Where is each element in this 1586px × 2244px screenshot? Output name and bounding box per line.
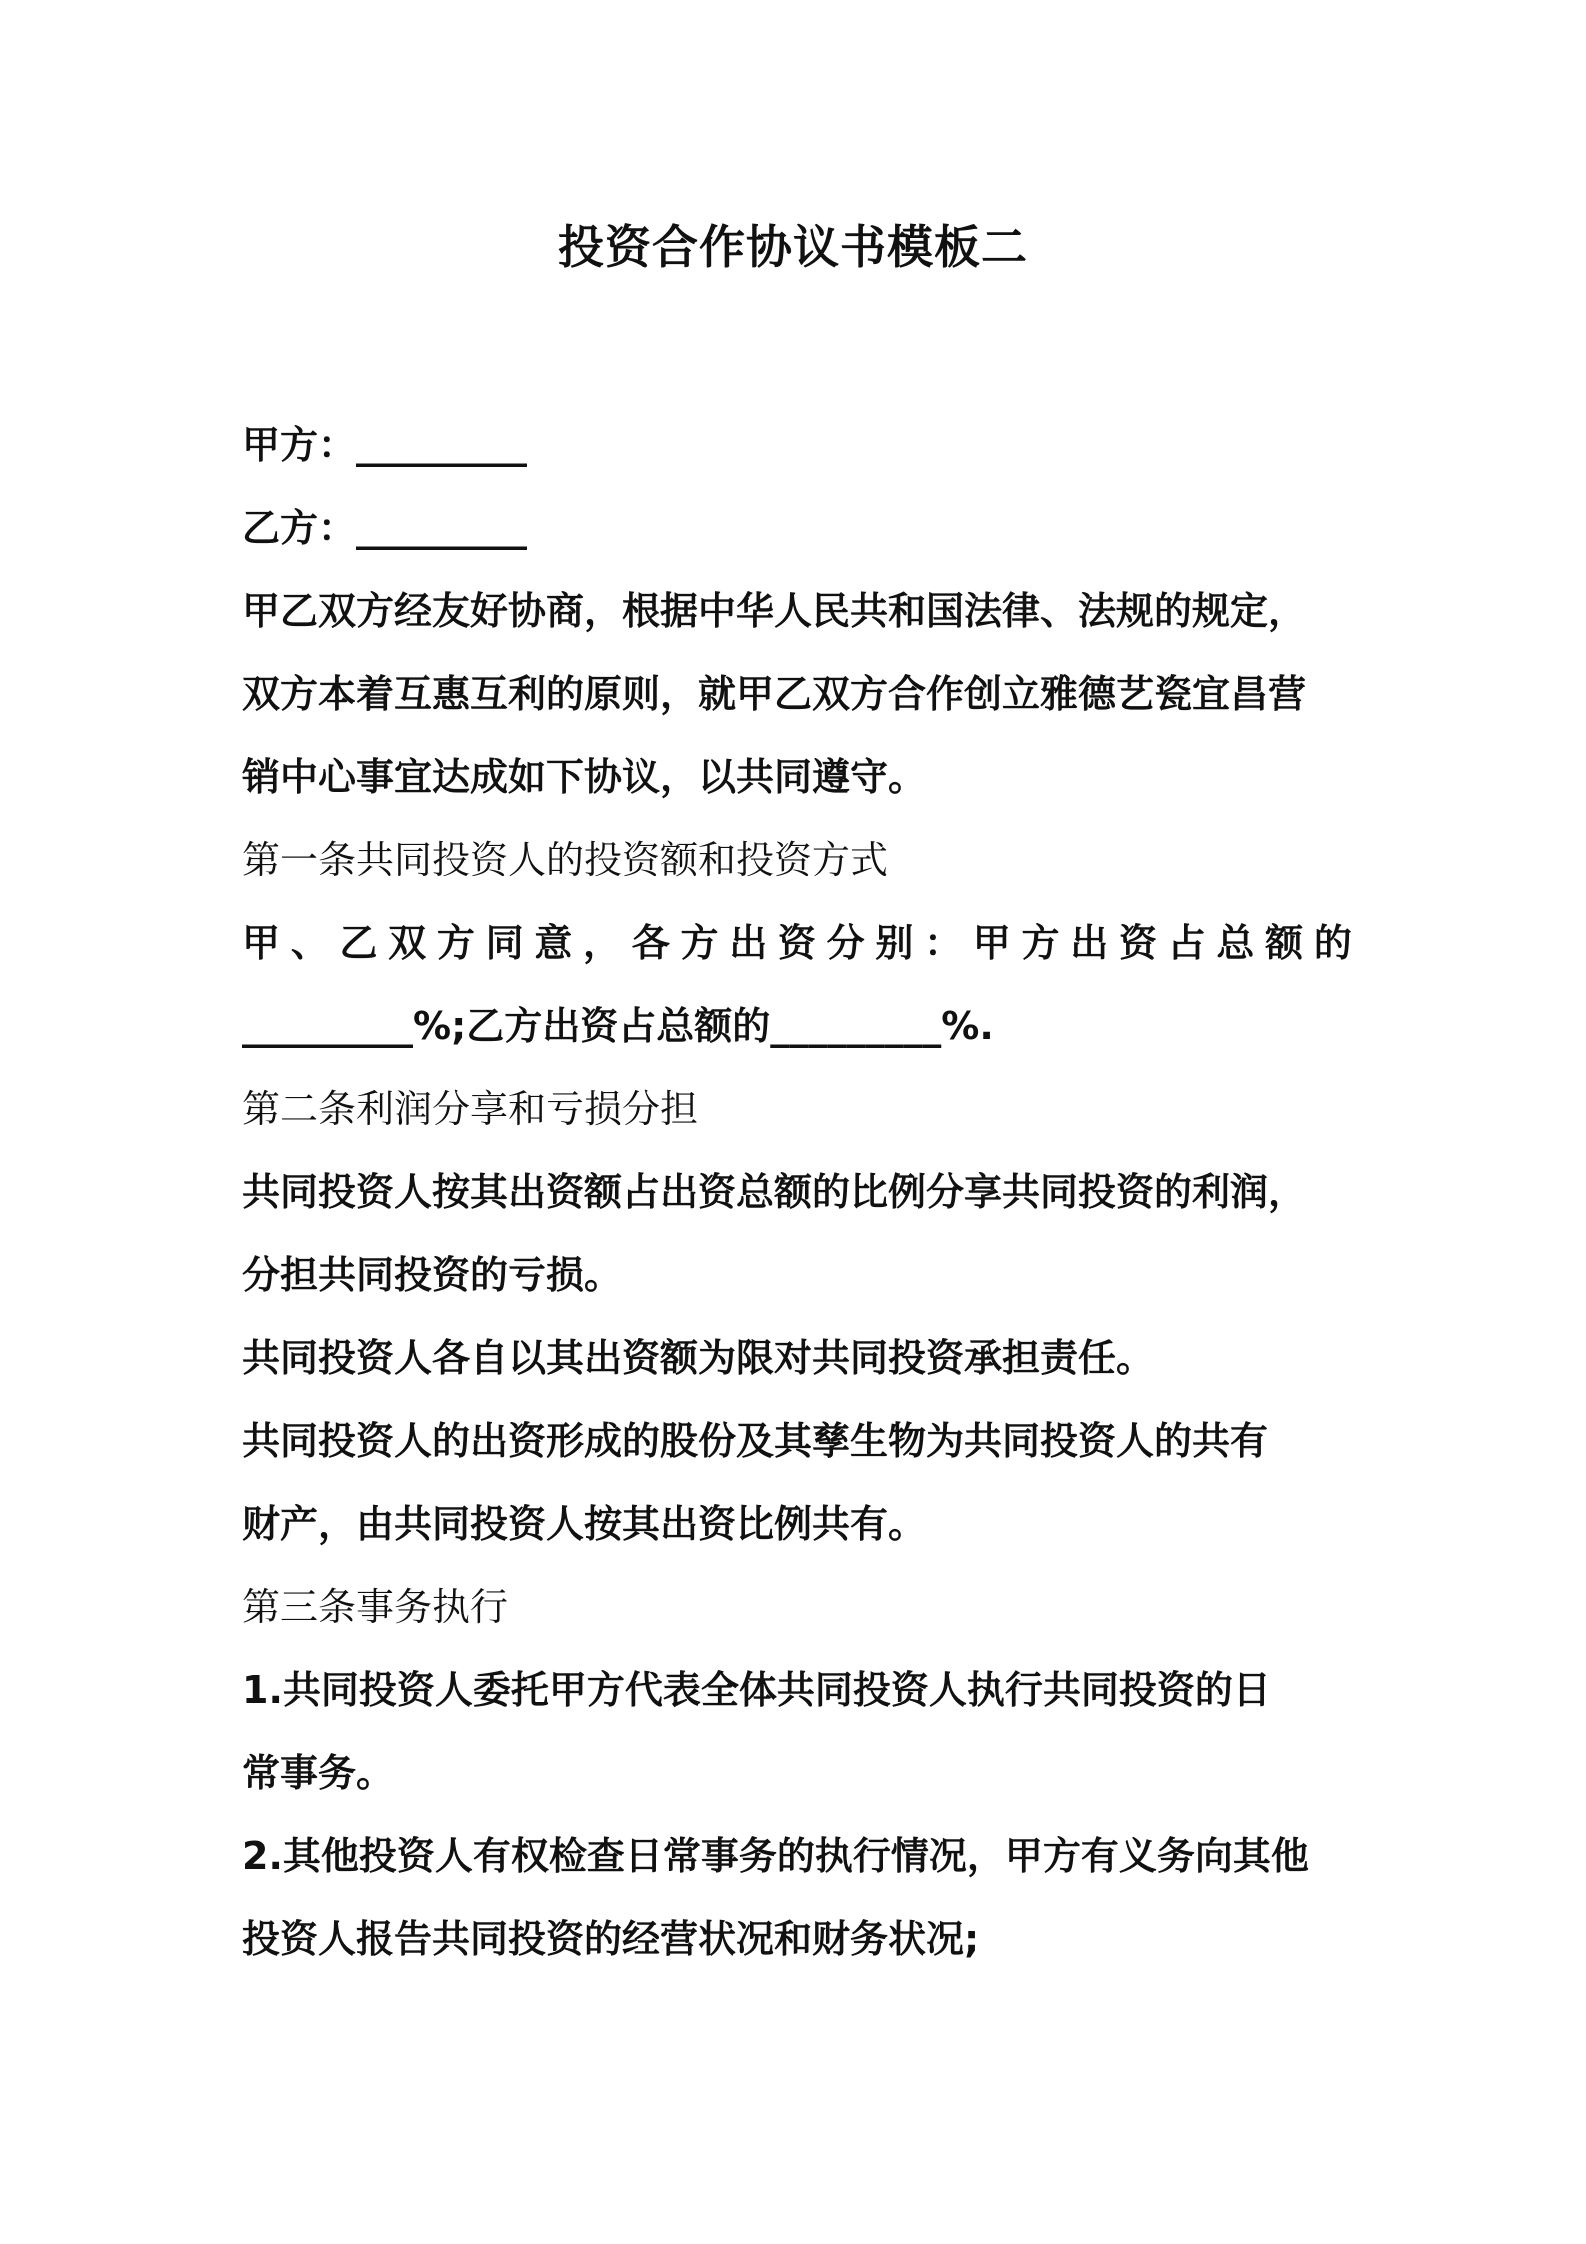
- justified-char: 双: [388, 921, 427, 965]
- justified-char: 方: [680, 921, 719, 965]
- article-1-line-2: _________%;乙方出资占总额的_________%.: [242, 1004, 994, 1048]
- document-body: [242, 404, 1352, 1981]
- article-2-heading: 第二条利润分享和亏损分担: [242, 1087, 699, 1131]
- article-1-heading: 第一条共同投资人的投资额和投资方式: [242, 838, 889, 882]
- article-2-line-4: 共同投资人的出资形成的股份及其孳生物为共同投资人的共有: [242, 1419, 1269, 1463]
- preamble-line-3: 销中心事宜达成如下协议，以共同遵守。: [242, 755, 927, 799]
- justified-char: 方: [436, 921, 475, 965]
- justified-char: 各: [631, 921, 670, 965]
- preamble-line-1: 甲乙双方经友好协商，根据中华人民共和国法律、法规的规定，: [242, 589, 1307, 633]
- justified-char: 资: [1118, 921, 1157, 965]
- article-2-line-3: 共同投资人各自以其出资额为限对共同投资承担责任。: [242, 1336, 1155, 1380]
- justified-char: 方: [1021, 921, 1060, 965]
- justified-char: 资: [777, 921, 816, 965]
- article-3-item-2-line-2: 投资人报告共同投资的经营状况和财务状况;: [242, 1917, 980, 1961]
- justified-char: 同: [485, 921, 524, 965]
- justified-char: 意: [534, 921, 573, 965]
- justified-char: ：: [924, 921, 963, 965]
- justified-char: 出: [729, 921, 768, 965]
- article-3-item-2-line-1: 2.其他投资人有权检查日常事务的执行情况，甲方有义务向其他: [242, 1834, 1309, 1878]
- article-3-item-1-line-2: 常事务。: [242, 1751, 395, 1795]
- justified-char: 额: [1265, 921, 1304, 965]
- party-b-line: 乙方：_________: [242, 506, 528, 550]
- article-3-item-1-line-1: 1.共同投资人委托甲方代表全体共同投资人执行共同投资的日: [242, 1668, 1271, 1712]
- article-1-line-1: [242, 902, 1352, 985]
- justified-char: 占: [1167, 921, 1206, 965]
- article-2-line-5: 财产，由共同投资人按其出资比例共有。: [242, 1502, 927, 1546]
- preamble-line-2: 双方本着互惠互利的原则，就甲乙双方合作创立雅德艺瓷宜昌营: [242, 672, 1307, 716]
- justified-char: 、: [290, 921, 329, 965]
- justified-char: 分: [826, 921, 865, 965]
- justified-char: ，: [583, 921, 622, 965]
- justified-char: 出: [1070, 921, 1109, 965]
- article-3-heading: 第三条事务执行: [242, 1585, 509, 1629]
- party-a-line: 甲方：_________: [242, 423, 528, 467]
- article-2-line-2: 分担共同投资的亏损。: [242, 1253, 623, 1297]
- justified-char: 乙: [339, 921, 378, 965]
- justified-char: 甲: [972, 921, 1011, 965]
- justified-char: 别: [875, 921, 914, 965]
- justified-char: 的: [1313, 921, 1352, 965]
- article-2-line-1: 共同投资人按其出资额占出资总额的比例分享共同投资的利润，: [242, 1170, 1307, 1214]
- justified-char: 甲: [242, 921, 281, 965]
- document-title: 投资合作协议书模板二: [558, 220, 1028, 274]
- justified-char: 总: [1216, 921, 1255, 965]
